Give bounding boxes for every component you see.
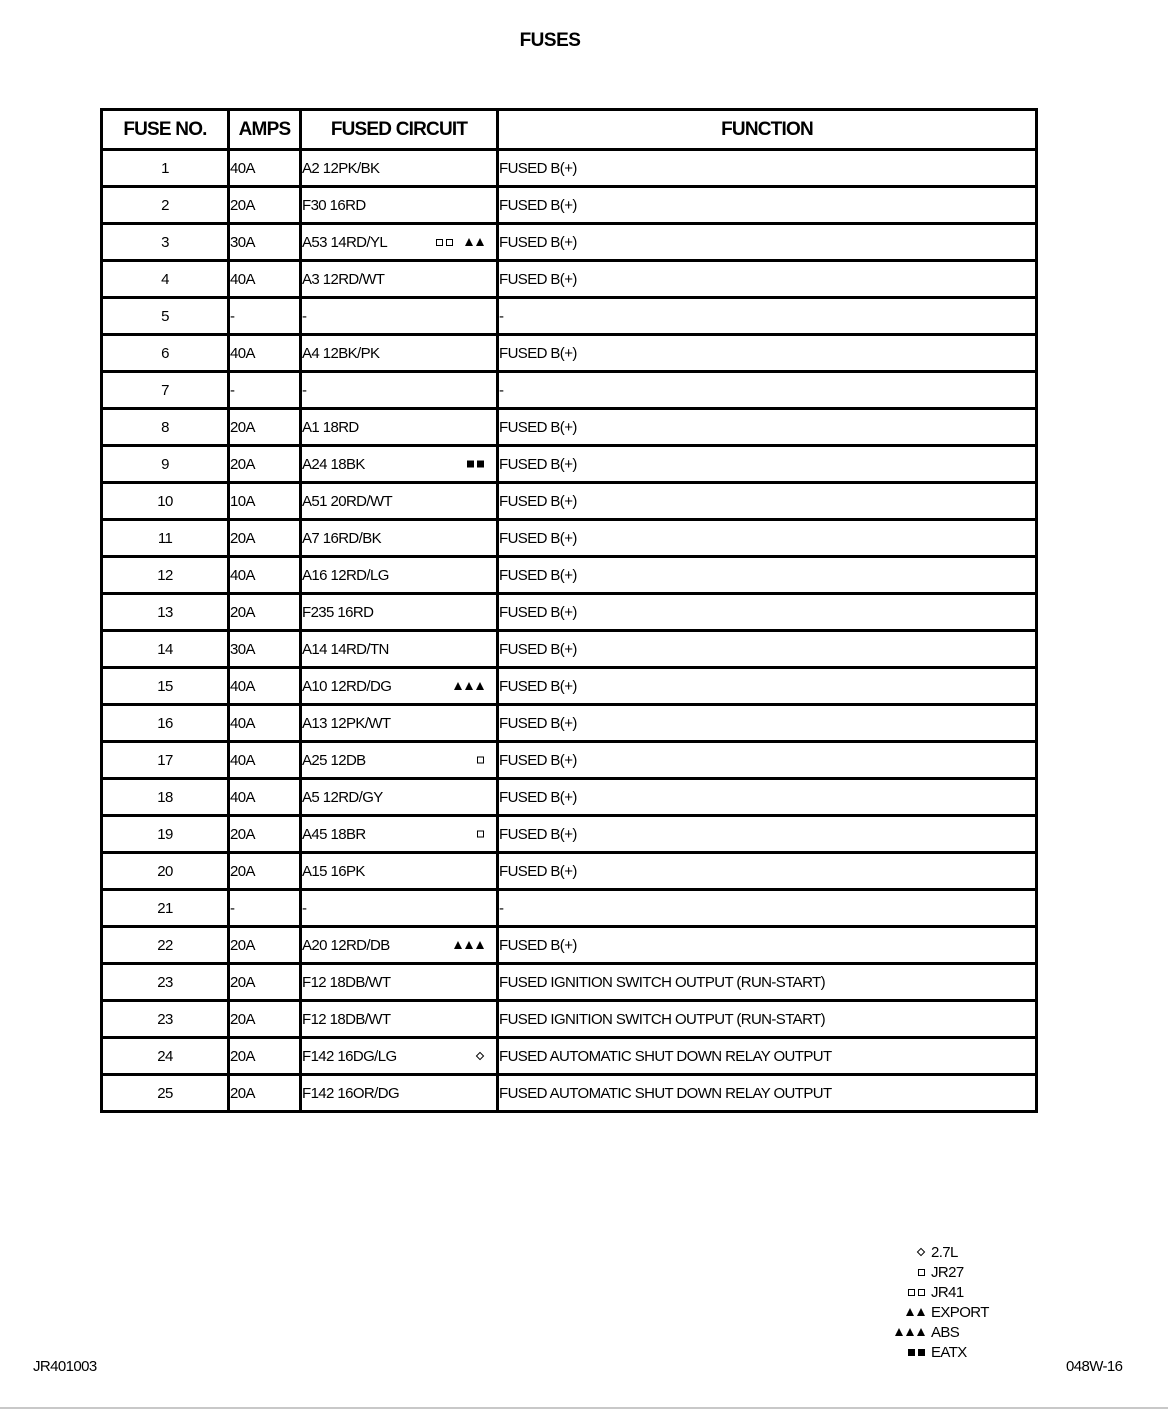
amps-cell: 40A	[229, 668, 301, 705]
open-square-icon	[446, 239, 453, 246]
fused-circuit-cell	[301, 372, 498, 409]
table-row	[102, 446, 1037, 483]
triangle-icon	[476, 682, 484, 690]
circuit-code: A2 12PK/BK	[302, 159, 380, 177]
function-cell: FUSED B(+)	[498, 187, 1037, 224]
legend-label: ABS	[931, 1323, 960, 1341]
option-markers	[467, 461, 484, 468]
legend-symbol	[870, 1328, 931, 1336]
fused-circuit-cell	[301, 779, 498, 816]
function-cell: -	[498, 372, 1037, 409]
amps-cell: -	[229, 372, 301, 409]
table-row	[102, 150, 1037, 187]
fused-circuit-cell	[301, 1038, 498, 1075]
open-square-icon	[908, 1289, 915, 1296]
triangle-icon	[476, 941, 484, 949]
legend-item	[870, 1302, 989, 1322]
table-row	[102, 224, 1037, 261]
drawing-code-left: JR401003	[33, 1358, 97, 1375]
table-row	[102, 816, 1037, 853]
fused-circuit-cell	[301, 150, 498, 187]
function-cell: FUSED B(+)	[498, 742, 1037, 779]
table-row	[102, 1075, 1037, 1112]
legend-symbol	[870, 1249, 931, 1255]
circuit-code: A14 14RD/TN	[302, 640, 389, 658]
function-cell: FUSED B(+)	[498, 520, 1037, 557]
fuse-table-body	[102, 150, 1037, 1112]
amps-cell: 20A	[229, 1038, 301, 1075]
fuse-number-cell: 13	[102, 594, 229, 631]
legend-symbol	[870, 1269, 931, 1276]
amps-cell: 40A	[229, 779, 301, 816]
option-markers	[477, 831, 484, 838]
fused-circuit-cell	[301, 853, 498, 890]
fused-circuit-cell	[301, 557, 498, 594]
fused-circuit-cell	[301, 187, 498, 224]
fused-circuit-cell	[301, 1075, 498, 1112]
table-row	[102, 631, 1037, 668]
legend-symbol	[870, 1289, 931, 1296]
table-row	[102, 335, 1037, 372]
table-row	[102, 779, 1037, 816]
fused-circuit-cell	[301, 594, 498, 631]
fused-circuit-cell	[301, 1001, 498, 1038]
fuse-number-cell: 20	[102, 853, 229, 890]
fuse-number-cell: 3	[102, 224, 229, 261]
amps-cell: 40A	[229, 557, 301, 594]
circuit-code: A51 20RD/WT	[302, 492, 393, 510]
fuse-number-cell: 23	[102, 964, 229, 1001]
filled-square-icon	[918, 1349, 925, 1356]
table-row	[102, 853, 1037, 890]
table-row	[102, 964, 1037, 1001]
amps-cell: 20A	[229, 1001, 301, 1038]
function-cell: FUSED B(+)	[498, 668, 1037, 705]
table-header-row	[102, 110, 1037, 150]
amps-cell: 20A	[229, 964, 301, 1001]
table-row	[102, 1038, 1037, 1075]
circuit-code: A53 14RD/YL	[302, 233, 388, 251]
fuse-number-cell: 25	[102, 1075, 229, 1112]
function-cell: FUSED B(+)	[498, 224, 1037, 261]
filled-square-icon	[467, 461, 474, 468]
function-cell: FUSED B(+)	[498, 261, 1037, 298]
circuit-code: A5 12RD/GY	[302, 788, 383, 806]
fuse-number-cell: 18	[102, 779, 229, 816]
legend-item	[870, 1262, 989, 1282]
fuse-number-cell: 7	[102, 372, 229, 409]
circuit-code: A3 12RD/WT	[302, 270, 385, 288]
header-fuse-no: FUSE NO.	[102, 110, 229, 150]
function-cell: FUSED B(+)	[498, 409, 1037, 446]
fuse-number-cell: 8	[102, 409, 229, 446]
open-square-icon	[436, 239, 443, 246]
circuit-code: A20 12RD/DB	[302, 936, 390, 954]
circuit-code: F142 16OR/DG	[302, 1084, 400, 1102]
amps-cell: 20A	[229, 187, 301, 224]
amps-cell: 30A	[229, 224, 301, 261]
function-cell: FUSED B(+)	[498, 705, 1037, 742]
function-cell: FUSED B(+)	[498, 853, 1037, 890]
option-markers	[477, 757, 484, 764]
fuse-number-cell: 24	[102, 1038, 229, 1075]
filled-square-icon	[477, 461, 484, 468]
amps-cell: 40A	[229, 150, 301, 187]
amps-cell: 20A	[229, 1075, 301, 1112]
fused-circuit-cell	[301, 483, 498, 520]
fuse-number-cell: 2	[102, 187, 229, 224]
circuit-code: F12 18DB/WT	[302, 973, 391, 991]
amps-cell: -	[229, 298, 301, 335]
triangle-icon	[476, 238, 484, 246]
function-cell: FUSED B(+)	[498, 779, 1037, 816]
open-square-icon	[477, 757, 484, 764]
triangle-icon	[906, 1328, 914, 1336]
function-cell: FUSED B(+)	[498, 557, 1037, 594]
amps-cell: 20A	[229, 853, 301, 890]
function-cell: FUSED IGNITION SWITCH OUTPUT (RUN-START)	[498, 964, 1037, 1001]
legend-label: JR27	[931, 1263, 964, 1281]
circuit-code: A24 18BK	[302, 455, 365, 473]
triangle-icon	[895, 1328, 903, 1336]
table-row	[102, 1001, 1037, 1038]
circuit-code: A1 18RD	[302, 418, 359, 436]
fused-circuit-cell	[301, 705, 498, 742]
circuit-code: A16 12RD/LG	[302, 566, 389, 584]
option-markers	[454, 941, 484, 949]
legend-label: EATX	[931, 1343, 967, 1361]
fuse-number-cell: 6	[102, 335, 229, 372]
fuse-number-cell: 14	[102, 631, 229, 668]
drawing-code-right: 048W-16	[1066, 1358, 1123, 1375]
table-row	[102, 742, 1037, 779]
circuit-code: -	[302, 307, 307, 325]
table-row	[102, 372, 1037, 409]
circuit-code: F12 18DB/WT	[302, 1010, 391, 1028]
fuse-number-cell: 1	[102, 150, 229, 187]
fused-circuit-cell	[301, 631, 498, 668]
fuse-number-cell: 16	[102, 705, 229, 742]
function-cell: FUSED B(+)	[498, 816, 1037, 853]
amps-cell: 40A	[229, 742, 301, 779]
triangle-icon	[906, 1308, 914, 1316]
circuit-code: A15 16PK	[302, 862, 365, 880]
circuit-code: A10 12RD/DG	[302, 677, 392, 695]
table-row	[102, 890, 1037, 927]
amps-cell: 20A	[229, 927, 301, 964]
fused-circuit-cell	[301, 668, 498, 705]
legend-label: 2.7L	[931, 1243, 958, 1261]
fused-circuit-cell	[301, 335, 498, 372]
fuse-number-cell: 11	[102, 520, 229, 557]
fused-circuit-cell	[301, 964, 498, 1001]
table-row	[102, 668, 1037, 705]
function-cell: FUSED B(+)	[498, 483, 1037, 520]
fuse-number-cell: 22	[102, 927, 229, 964]
circuit-code: F142 16DG/LG	[302, 1047, 397, 1065]
legend-symbol	[870, 1308, 931, 1316]
function-cell: FUSED B(+)	[498, 594, 1037, 631]
function-cell: FUSED B(+)	[498, 927, 1037, 964]
triangle-icon	[465, 941, 473, 949]
circuit-code: -	[302, 381, 307, 399]
table-row	[102, 298, 1037, 335]
circuit-code: A13 12PK/WT	[302, 714, 391, 732]
table-row	[102, 409, 1037, 446]
fuse-number-cell: 5	[102, 298, 229, 335]
amps-cell: 20A	[229, 520, 301, 557]
triangle-icon	[454, 941, 462, 949]
table-row	[102, 520, 1037, 557]
function-cell: FUSED B(+)	[498, 335, 1037, 372]
fused-circuit-cell	[301, 742, 498, 779]
function-cell: FUSED IGNITION SWITCH OUTPUT (RUN-START)	[498, 1001, 1037, 1038]
amps-cell: 20A	[229, 409, 301, 446]
fused-circuit-cell	[301, 298, 498, 335]
circuit-code: F30 16RD	[302, 196, 366, 214]
circuit-code: A4 12BK/PK	[302, 344, 380, 362]
table-row	[102, 187, 1037, 224]
function-cell: FUSED B(+)	[498, 150, 1037, 187]
circuit-code: A45 18BR	[302, 825, 366, 843]
symbol-legend	[870, 1242, 989, 1362]
circuit-code: A25 12DB	[302, 751, 366, 769]
fused-circuit-cell	[301, 520, 498, 557]
fuse-number-cell: 10	[102, 483, 229, 520]
amps-cell: 10A	[229, 483, 301, 520]
amps-cell: 20A	[229, 594, 301, 631]
fused-circuit-cell	[301, 816, 498, 853]
table-row	[102, 927, 1037, 964]
circuit-code: A7 16RD/BK	[302, 529, 382, 547]
diamond-icon	[476, 1052, 484, 1060]
function-cell: FUSED AUTOMATIC SHUT DOWN RELAY OUTPUT	[498, 1038, 1037, 1075]
option-markers	[454, 682, 484, 690]
triangle-icon	[465, 238, 473, 246]
option-markers	[476, 1053, 484, 1059]
bottom-divider	[0, 1407, 1168, 1409]
legend-item	[870, 1342, 989, 1362]
legend-item	[870, 1322, 989, 1342]
page-title: FUSES	[519, 30, 581, 51]
amps-cell: 40A	[229, 335, 301, 372]
option-markers	[436, 238, 484, 246]
amps-cell: -	[229, 890, 301, 927]
fuse-number-cell: 21	[102, 890, 229, 927]
filled-square-icon	[908, 1349, 915, 1356]
diamond-icon	[917, 1248, 925, 1256]
fuse-number-cell: 12	[102, 557, 229, 594]
fuse-table	[100, 108, 1038, 1113]
amps-cell: 40A	[229, 261, 301, 298]
fused-circuit-cell	[301, 409, 498, 446]
table-row	[102, 557, 1037, 594]
fuse-number-cell: 23	[102, 1001, 229, 1038]
function-cell: FUSED B(+)	[498, 631, 1037, 668]
header-fused-circuit: FUSED CIRCUIT	[301, 110, 498, 150]
table-row	[102, 705, 1037, 742]
table-row	[102, 483, 1037, 520]
amps-cell: 30A	[229, 631, 301, 668]
fused-circuit-cell	[301, 224, 498, 261]
triangle-icon	[454, 682, 462, 690]
function-cell: -	[498, 298, 1037, 335]
legend-symbol	[870, 1349, 931, 1356]
amps-cell: 20A	[229, 816, 301, 853]
amps-cell: 40A	[229, 705, 301, 742]
open-square-icon	[918, 1289, 925, 1296]
triangle-icon	[917, 1308, 925, 1316]
legend-item	[870, 1282, 989, 1302]
fused-circuit-cell	[301, 446, 498, 483]
fused-circuit-cell	[301, 927, 498, 964]
table-row	[102, 261, 1037, 298]
fused-circuit-cell	[301, 261, 498, 298]
triangle-icon	[917, 1328, 925, 1336]
circuit-code: F235 16RD	[302, 603, 374, 621]
function-cell: FUSED AUTOMATIC SHUT DOWN RELAY OUTPUT	[498, 1075, 1037, 1112]
fuse-number-cell: 9	[102, 446, 229, 483]
legend-label: JR41	[931, 1283, 964, 1301]
fuse-number-cell: 15	[102, 668, 229, 705]
header-amps: AMPS	[229, 110, 301, 150]
table-row	[102, 594, 1037, 631]
function-cell: FUSED B(+)	[498, 446, 1037, 483]
function-cell: -	[498, 890, 1037, 927]
fused-circuit-cell	[301, 890, 498, 927]
legend-label: EXPORT	[931, 1303, 989, 1321]
fuse-number-cell: 4	[102, 261, 229, 298]
amps-cell: 20A	[229, 446, 301, 483]
triangle-icon	[465, 682, 473, 690]
legend-item	[870, 1242, 989, 1262]
fuse-number-cell: 17	[102, 742, 229, 779]
fuse-number-cell: 19	[102, 816, 229, 853]
header-function: FUNCTION	[498, 110, 1037, 150]
open-square-icon	[477, 831, 484, 838]
open-square-icon	[918, 1269, 925, 1276]
circuit-code: -	[302, 899, 307, 917]
